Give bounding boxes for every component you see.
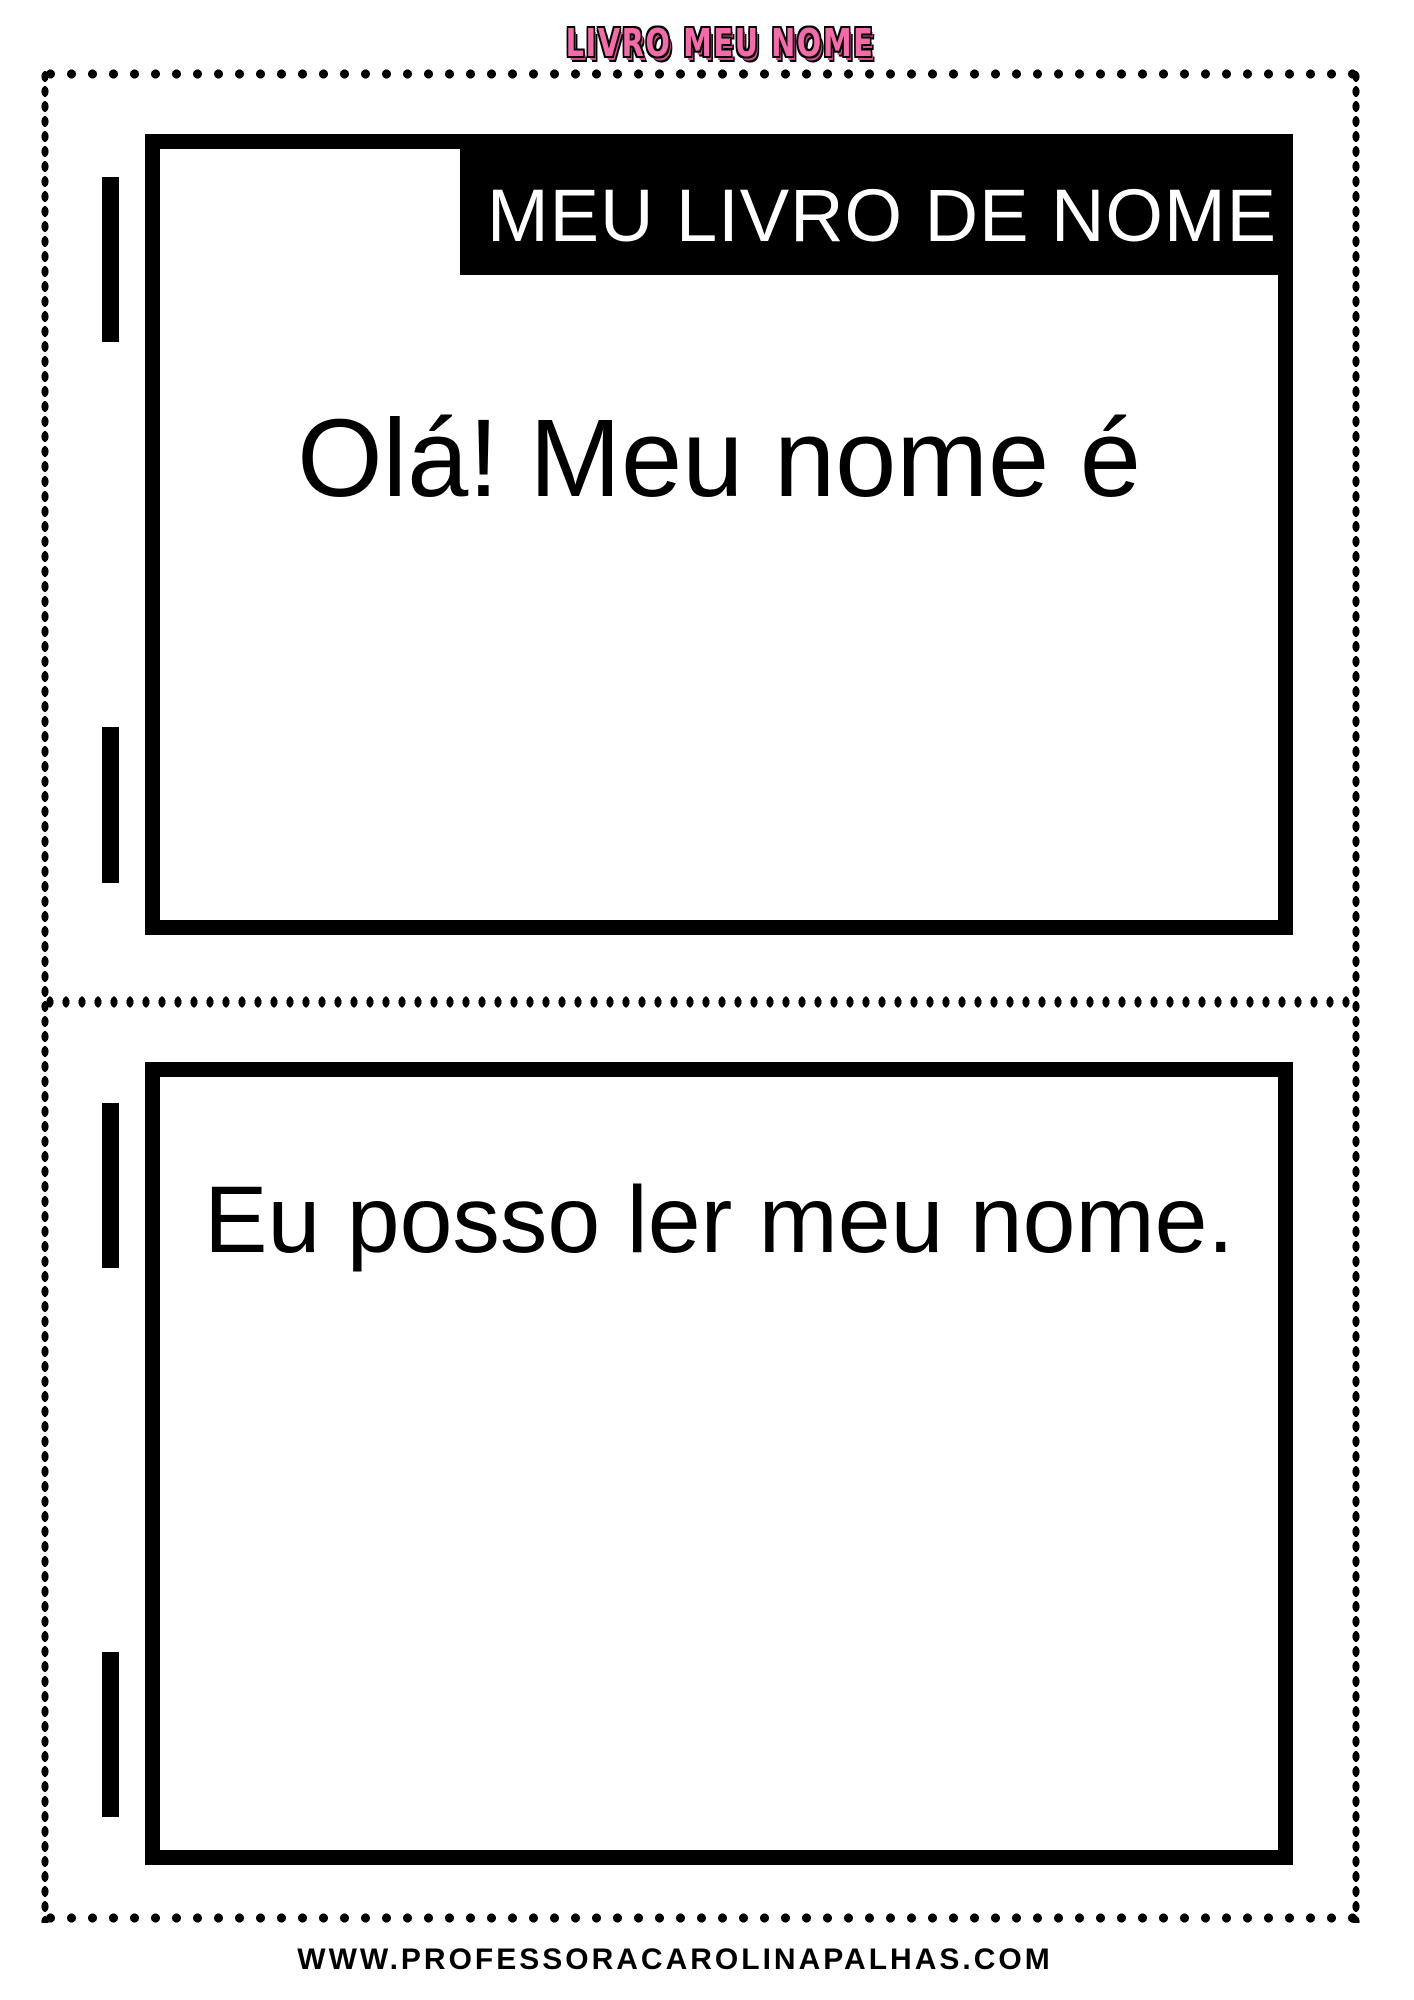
- cover-header-band: [460, 149, 1278, 275]
- cover-header-label: MEU LIVRO DE NOME: [487, 173, 1277, 257]
- cut-line-right: [1351, 69, 1361, 1923]
- binding-mark-2: [102, 727, 119, 883]
- cut-line-divider: [42, 996, 1352, 1008]
- card-cover: [145, 134, 1293, 935]
- card-page: [145, 1062, 1293, 1865]
- cut-line-bottom: [40, 1913, 1360, 1923]
- footer-url: WWW.PROFESSORACAROLINAPALHAS.COM: [297, 1943, 1053, 1976]
- page-body-text: Eu posso ler meu nome.: [204, 1167, 1234, 1273]
- binding-mark-1: [102, 177, 119, 342]
- cover-body-text: Olá! Meu nome é: [297, 397, 1141, 520]
- page-title: LIVRO MEU NOME: [565, 21, 875, 65]
- binding-mark-4: [102, 1652, 119, 1817]
- cut-line-top: [40, 69, 1360, 79]
- binding-mark-3: [102, 1103, 119, 1268]
